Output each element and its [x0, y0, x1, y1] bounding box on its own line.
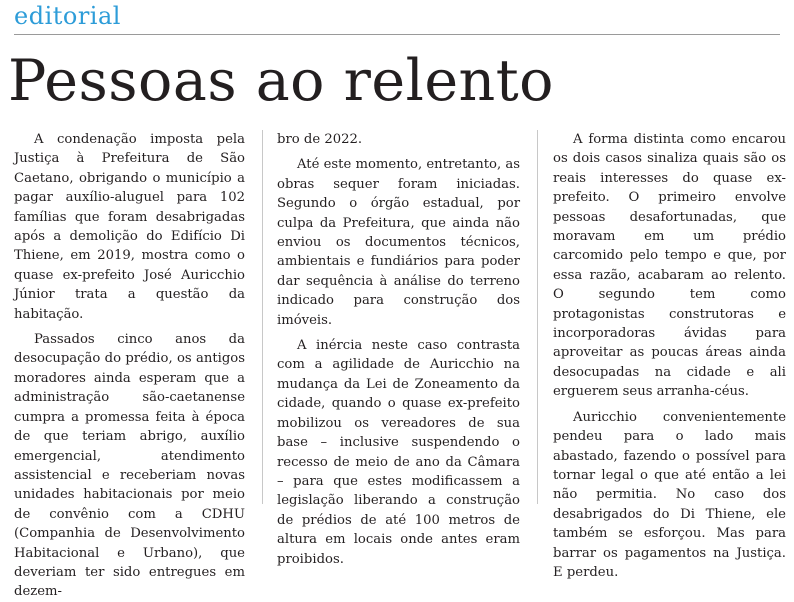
column-divider: [537, 130, 538, 504]
paragraph: A inércia neste caso contrasta com a agilidade de Auricchio na mudança da Lei de Zoneamento da cidade, quando o quase ex-prefeito mobilizou os vereadores de sua base – inclusive suspendendo o recesso de meio de ano da Câmara – para que estes modificassem a legislação liberando a construção de prédios de até 100 metros de altura em locais onde antes eram proibidos.: [277, 338, 520, 567]
paragraph: Auricchio convenientemente pendeu para o lado mais abastado, fazendo o possível para tornar legal o que até então a lei não permitia. No caso dos desabrigados do Di Thiene, ele também se esforçou. Mas para barrar os pagamentos na Justiça. E perdeu.: [553, 409, 786, 580]
paragraph: Até este momento, entretanto, as obras sequer foram iniciadas. Segundo o órgão estadual, por culpa da Prefeitura, que ainda não enviou os documentos técnicos, ambientais e fundiários para poder dar sequência à análise do terreno indicado para construção dos imóveis.: [277, 157, 520, 328]
article-column-2: [277, 130, 520, 567]
paragraph: Passados cinco anos da desocupação do prédio, os antigos moradores ainda esperam que a administração são-caetanense cumpra a promessa feita à época de que teriam abrigo, auxílio emergencial, atendimento assistencial e receberiam novas unidades habitacionais por meio de convênio com a CDHU (Companhia de Desenvolvimento Habitacional e Urbano), que deveriam ter sido entregues em dezem-: [14, 332, 245, 600]
article-column-3: [553, 130, 786, 580]
headline: Pessoas ao relento: [8, 48, 554, 114]
section-label: editorial: [14, 2, 121, 30]
paragraph: A forma distinta como encarou os dois casos sinaliza quais são os reais interesses do quase ex-prefeito. O primeiro envolve pessoas desafortunadas, que moravam em um prédio carcomido pelo tempo e que, por essa razão, acabaram ao relento. O segundo tem como protagonistas construtoras e incorporadoras ávidas para aproveitar as poucas áreas ainda desocupadas na cidade e ali erguerem seus arranha-céus.: [553, 132, 786, 400]
header-divider: [14, 34, 780, 35]
article-column-1: [14, 130, 245, 600]
paragraph: A condenação imposta pela Justiça à Prefeitura de São Caetano, obrigando o município a pagar auxílio-aluguel para 102 famílias que foram desabrigadas após a demolição do Edifício Di Thiene, em 2019, mostra como o quase ex-prefeito José Auricchio Júnior trata a questão da habitação.: [14, 132, 245, 322]
paragraph-continuation: bro de 2022.: [277, 132, 363, 147]
column-divider: [262, 130, 263, 504]
